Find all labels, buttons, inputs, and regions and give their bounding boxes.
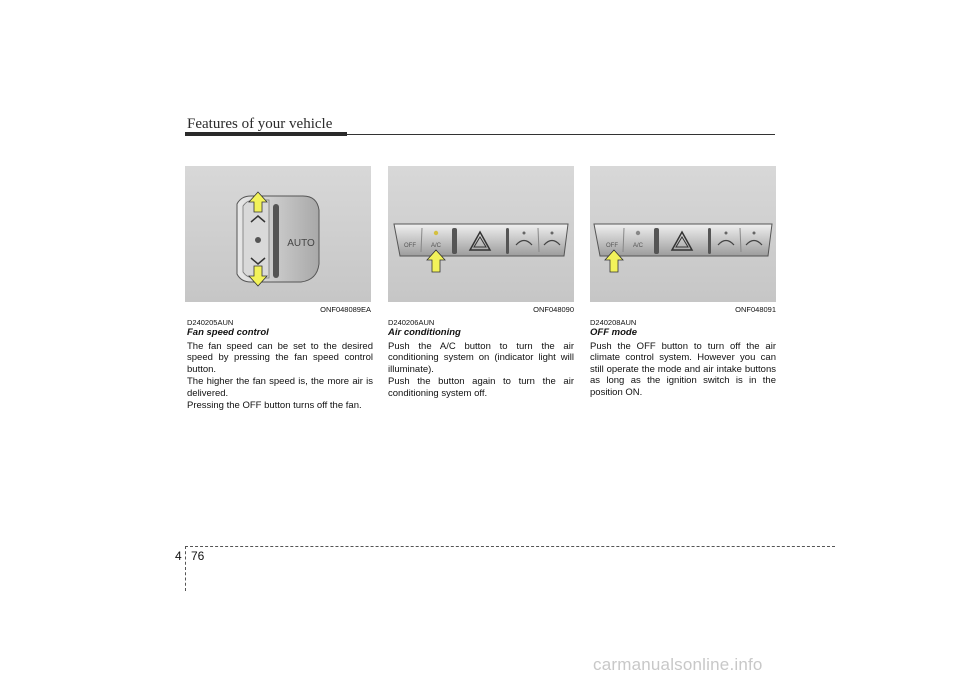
ac-indicator-light (636, 231, 640, 235)
page-header-title: Features of your vehicle (187, 116, 333, 132)
fan-control-illustration (185, 166, 371, 302)
section-body (187, 341, 373, 412)
section-ref-code: D240206AUN (388, 318, 435, 327)
paragraph: Pressing the OFF button turns off the fan. (187, 400, 362, 412)
section-ref-code: D240208AUN (590, 318, 637, 327)
auto-label: AUTO (287, 238, 315, 249)
fan-icon (255, 237, 261, 243)
paragraph: The higher the fan speed is, the more air is delivered. (187, 376, 373, 399)
section-ref-code: D240205AUN (187, 318, 234, 327)
off-button-label: OFF (404, 243, 416, 249)
ac-indicator-light (434, 231, 438, 235)
figure-code: ONF048091 (735, 305, 776, 314)
section-heading: Air conditioning (388, 327, 461, 338)
off-panel-illustration (590, 166, 776, 302)
ac-button-label: A/C (632, 243, 644, 249)
paragraph: Push the A/C button to turn the air conditioning system on (indicator light will illuminate). (388, 341, 574, 375)
paragraph: The fan speed can be set to the desired speed by pressing the fan speed control button. (187, 341, 373, 375)
off-button-label: OFF (606, 243, 618, 249)
figure-code: ONF048089EA (320, 305, 371, 314)
figure-air-conditioning (388, 166, 574, 302)
chapter-number: 4 (175, 549, 182, 563)
figure-off-mode (590, 166, 776, 302)
header-rule (347, 134, 775, 135)
paragraph: Push the button again to turn the air conditioning system off. (388, 376, 574, 399)
header-bar (185, 132, 347, 136)
footer-rule (185, 546, 835, 547)
page-number: 76 (191, 549, 205, 563)
section-body (388, 341, 574, 400)
figure-code: ONF048090 (533, 305, 574, 314)
section-heading: OFF mode (590, 327, 637, 338)
section-body (590, 341, 776, 399)
section-heading: Fan speed control (187, 327, 269, 338)
watermark: carmanualsonline.info (593, 655, 763, 674)
ac-button-label: A/C (430, 243, 442, 249)
paragraph: Push the OFF button to turn off the air climate control system. However you can still operate the mode and air intake buttons as long as the ignition switch is in the position ON. (590, 341, 776, 398)
figure-fan-speed (185, 166, 371, 302)
footer-vertical-rule (185, 546, 186, 591)
ac-panel-illustration (388, 166, 574, 302)
